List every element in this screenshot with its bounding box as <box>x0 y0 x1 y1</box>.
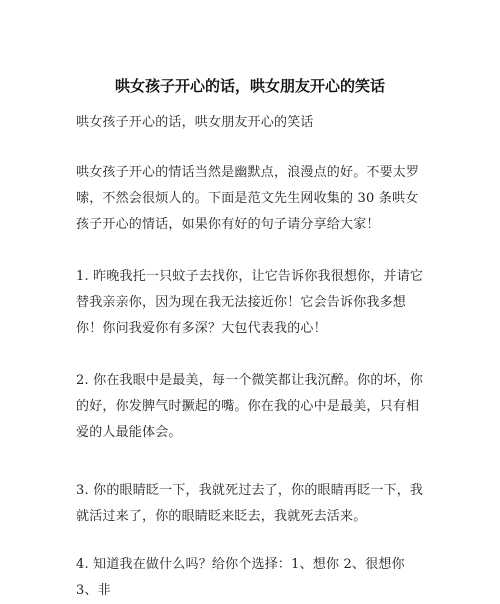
list-item: 2. 你在我眼中是最美，每一个微笑都让我沉醉。你的坏，你的好，你发脾气时撅起的嘴。你在我的心中是最美，只有相爱的人最能体会。 <box>76 373 424 440</box>
article-subtitle: 哄女孩子开心的话，哄女朋友开心的笑话 <box>76 115 314 130</box>
list-item: 1. 昨晚我托一只蚊子去找你，让它告诉你我很想你，并请它替我亲亲你，因为现在我无法接近你！它会告诉你我多想你！你问我爱你有多深？大包代表我的心！ <box>76 269 424 336</box>
list-item: 3. 你的眼睛眨一下，我就死过去了，你的眼睛再眨一下，我就活过来了，你的眼睛眨来眨去，我就死去活来。 <box>76 483 424 524</box>
intro-paragraph: 哄女孩子开心的情话当然是幽默点，浪漫点的好。不要太罗嗦，不然会很烦人的。下面是范文先生网收集的 30 条哄女孩子开心的情话，如果你有好的句子请分享给大家！ <box>76 165 420 232</box>
article-title: 哄女孩子开心的话，哄女朋友开心的笑话 <box>114 77 385 95</box>
list-item: 4. 知道我在做什么吗？给你个选择：1、想你 2、很想你 3、非 <box>76 557 405 598</box>
